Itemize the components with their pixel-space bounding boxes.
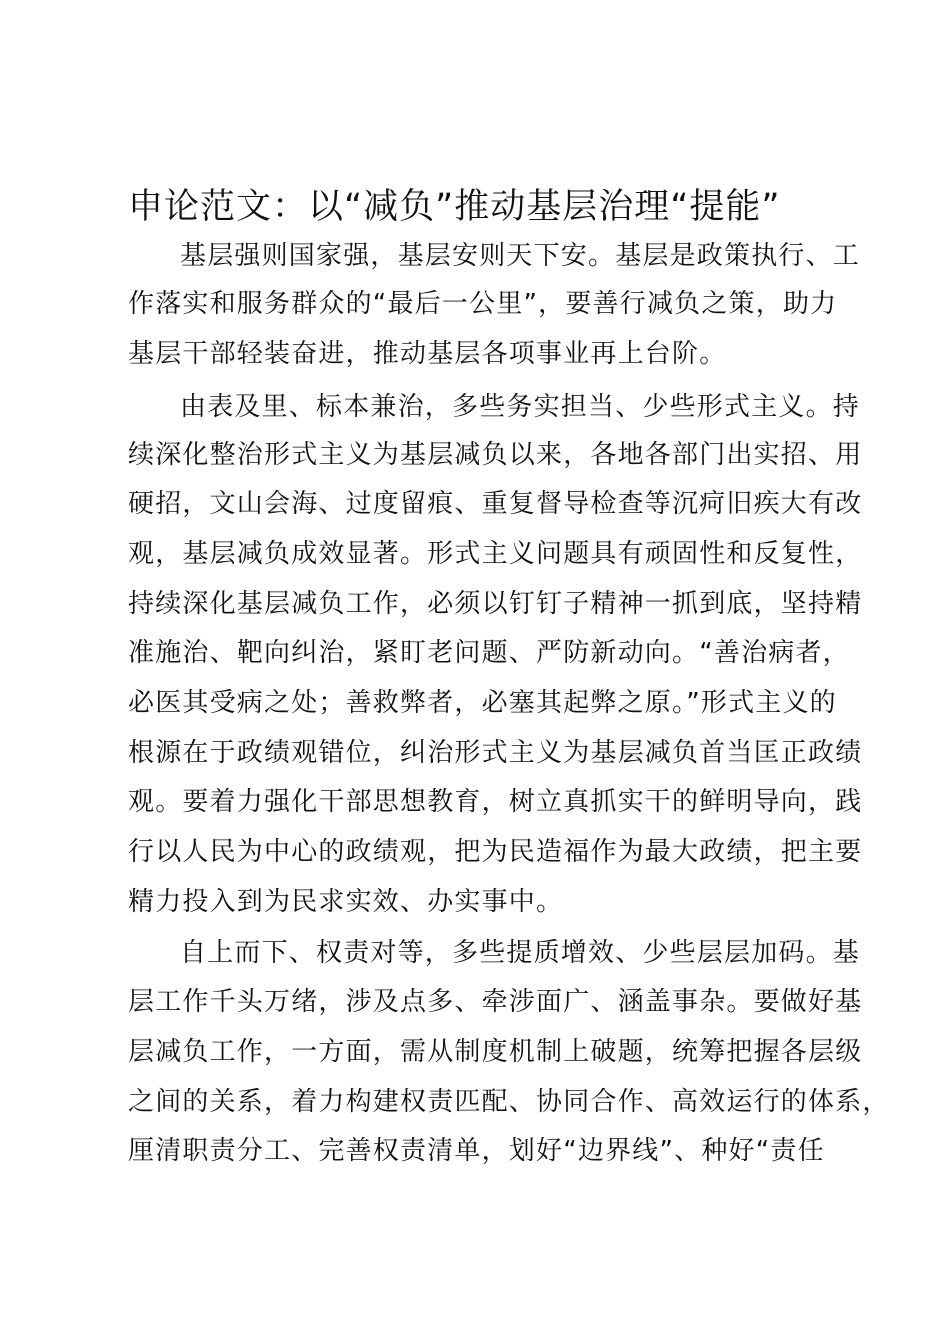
body-line-15: 自上而下、权责对等，多些提质增效、少些层层加码。基 [180,938,861,968]
body-line-6: 硬招，文山会海、过度留痕、重复督导检查等沉疴旧疾大有改 [128,489,863,519]
body-line-14: 精力投入到为民求实效、办实事中。 [128,887,564,917]
body-line-8: 持续深化基层减负工作，必须以钉钉子精神一抓到底，坚持精 [128,589,863,619]
body-line-11: 根源在于政绩观错位，纠治形式主义为基层减负首当匡正政绩 [128,738,863,768]
body-line-10: 必医其受病之处；善救弊者，必塞其起弊之原。”形式主义的 [128,688,837,718]
body-line-3: 基层干部轻装奋进，推动基层各项事业再上台阶。 [128,339,727,369]
body-line-13: 行以人民为中心的政绩观，把为民造福作为最大政绩，把主要 [128,837,863,867]
body-line-16: 层工作千头万绪，涉及点多、牵涉面广、涵盖事杂。要做好基 [128,987,863,1017]
body-line-1: 基层强则国家强，基层安则天下安。基层是政策执行、工 [180,241,861,271]
body-line-17: 层减负工作，一方面，需从制度机制上破题，统筹把握各层级 [128,1037,863,1067]
body-line-18: 之间的关系，着力构建权责匹配、协同合作、高效运行的体系， [128,1087,890,1117]
body-line-19: 厘清职责分工、完善权责清单，划好“边界线”、种好“责任 [128,1136,825,1166]
body-line-9: 准施治、靶向纠治，紧盯老问题、严防新动向。“善治病者， [128,638,850,668]
body-line-5: 续深化整治形式主义为基层减负以来，各地各部门出实招、用 [128,440,863,470]
body-line-12: 观。要着力强化干部思想教育，树立真抓实干的鲜明导向，践 [128,787,863,817]
document-title: 申论范文：以“减负”推动基层治理“提能” [128,187,781,227]
body-line-2: 作落实和服务群众的“最后一公里”，要善行减负之策，助力 [128,289,838,319]
body-line-4: 由表及里、标本兼治，多些务实担当、少些形式主义。持 [180,392,861,422]
body-line-7: 观，基层减负成效显著。形式主义问题具有顽固性和反复性， [128,539,863,569]
